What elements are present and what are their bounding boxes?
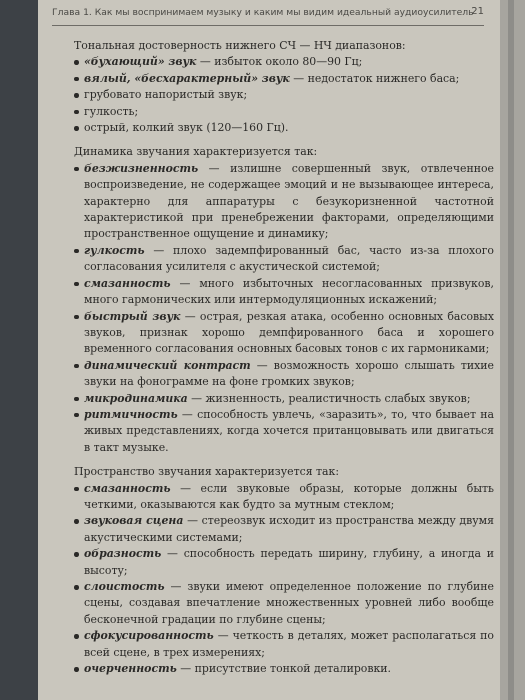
bullet-icon <box>74 93 79 98</box>
bullet-icon <box>74 585 79 590</box>
definition: — жизненность, реалистичность слабых звуков; <box>187 391 471 405</box>
list-item <box>74 309 494 358</box>
definition: — способность передать ширину, глубину, а иногда и высоту; <box>84 547 494 577</box>
definition: — возможность хорошо слышать тихие звуки на фонограмме на фоне громких звуков; <box>84 358 494 389</box>
term: микродинамика <box>84 391 188 405</box>
term: ритмичность <box>84 407 178 421</box>
list-item <box>74 276 494 309</box>
list-item <box>74 407 494 456</box>
page-edge <box>500 0 525 700</box>
bullet-icon <box>74 413 79 418</box>
list-item <box>74 54 494 70</box>
term: смазанность <box>84 276 171 290</box>
bullet-list <box>74 161 494 456</box>
definition: — стереозвук исходит из пространства между двумя акустическими системами; <box>84 514 494 544</box>
bullet-icon <box>74 282 79 287</box>
definition: — плохо задемпфированный бас, часто из-за плохого согласования усилителя с акустической системой; <box>84 243 494 274</box>
term: безжизненность <box>84 161 199 175</box>
term: очерченность <box>84 662 177 676</box>
definition: острый, колкий звук (120—160 Гц). <box>84 121 289 135</box>
list-item <box>74 661 494 677</box>
bullet-icon <box>74 397 79 402</box>
term: «бухающий» звук <box>84 55 197 69</box>
bullet-icon <box>74 110 79 115</box>
bullet-icon <box>74 77 79 82</box>
bullet-list <box>74 481 494 678</box>
definition: — звуки имеют определенное положение по глубине сцены, создавая впечатление множественных уровней либо вообще бесконечной градации по глубине сцены; <box>84 580 494 626</box>
list-item <box>74 358 494 391</box>
page-content <box>74 38 494 677</box>
term: вялый, «бесхарактерный» звук <box>84 71 290 85</box>
list-item <box>74 71 494 87</box>
term: смазанность <box>84 481 171 495</box>
list-item <box>74 546 494 579</box>
definition: — четкость в деталях, может располагаться по всей сцене, в трех измерениях; <box>84 629 494 659</box>
definition: — много избыточных несогласованных призвуков, много гармонических или интермодуляционных искажений; <box>84 276 494 307</box>
term: образность <box>84 547 162 561</box>
list-item <box>74 104 494 120</box>
list-item <box>74 513 494 546</box>
term: сфокусированность <box>84 629 214 643</box>
section-title: Тональная достоверность нижнего СЧ — НЧ диапазонов: <box>74 39 406 52</box>
definition: гулкость; <box>84 104 139 118</box>
section-title: Пространство звучания характеризуется так: <box>74 465 340 479</box>
bullet-icon <box>74 167 79 172</box>
definition: — способность увлечь, «заразить», то, что бывает на живых представлениях, когда хочется пританцовывать или двигаться в такт музыке. <box>84 407 494 454</box>
bullet-icon <box>74 552 79 557</box>
list-item <box>74 391 494 407</box>
bullet-icon <box>74 60 79 65</box>
chapter-title: Глава 1. Как мы воспринимаем музыку и каким мы видим идеальный аудиоусилитель <box>52 7 474 18</box>
term: динамический контраст <box>84 358 251 372</box>
section-title: Динамика звучания характеризуется так: <box>74 145 318 159</box>
term: быстрый звук <box>84 309 181 323</box>
bullet-icon <box>74 519 79 524</box>
bullet-icon <box>74 249 79 254</box>
bullet-icon <box>74 667 79 672</box>
section-gap <box>74 136 494 144</box>
bullet-icon <box>74 126 79 131</box>
definition: — острая, резкая атака, особенно основных басовых звуков, признак хорошо демпфированного баса и хорошего временного согласования основных басовых тонов с их гармониками; <box>84 309 494 356</box>
running-header <box>52 3 484 26</box>
page-number: 21 <box>471 6 484 17</box>
bullet-icon <box>74 634 79 639</box>
definition: — недостаток нижнего баса; <box>289 71 460 85</box>
term: слоистость <box>84 580 165 593</box>
bullet-icon <box>74 315 79 320</box>
bullet-list <box>74 54 494 136</box>
bullet-icon <box>74 364 79 369</box>
term: гулкость <box>84 243 145 257</box>
section-gap <box>74 456 494 464</box>
definition: — избыток около 80—90 Гц; <box>196 55 363 69</box>
list-item <box>74 243 494 276</box>
bullet-icon <box>74 487 79 492</box>
definition: — излишне совершенный звук, отвлеченное воспроизведение, не содержащее эмоций и не вызывающее интереса, характерно для аппаратуры с безукоризненной частотной характеристикой при пренебрежении факторами, определяющими пространственное ощущение и динамику; <box>84 161 494 241</box>
book-page <box>38 0 500 700</box>
definition: — присутствие тонкой деталировки. <box>176 662 392 676</box>
list-item <box>74 628 494 661</box>
list-item <box>74 579 494 628</box>
list-item <box>74 120 494 136</box>
definition: — если звуковые образы, которые должны быть четкими, оказываются как будто за мутным стеклом; <box>84 481 494 511</box>
term: звуковая сцена <box>84 514 184 528</box>
definition: грубовато напористый звук; <box>84 88 248 102</box>
list-item <box>74 161 494 243</box>
list-item <box>74 481 494 514</box>
list-item <box>74 87 494 103</box>
